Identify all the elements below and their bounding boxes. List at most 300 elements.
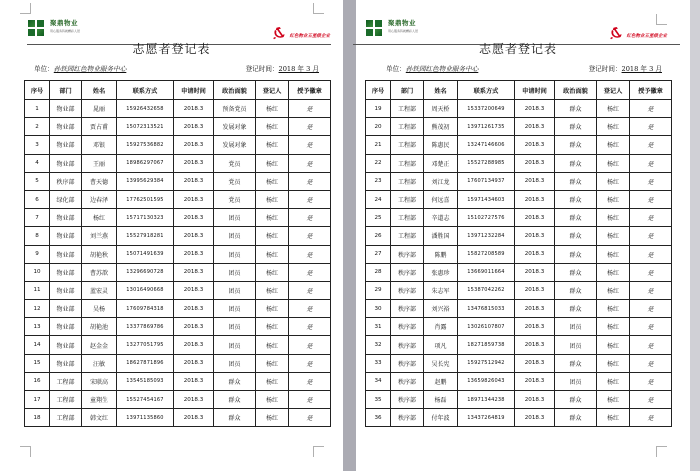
- cell-row-number: 36: [366, 409, 391, 427]
- vertical-scrollbar[interactable]: [690, 0, 700, 471]
- cell-badge-granted: 是: [289, 318, 331, 336]
- cell-registrar: 杨红: [597, 300, 630, 318]
- cell-phone-number: 13659826043: [458, 372, 515, 390]
- cell-row-number: 14: [25, 336, 50, 354]
- table-row: [366, 172, 672, 190]
- cell-phone-number: 17762501595: [117, 190, 174, 208]
- cell-political-status: 群众: [555, 300, 597, 318]
- date-value: 2018 年 3 月: [621, 65, 662, 73]
- table-row: [366, 100, 672, 118]
- cell-registrar: 杨红: [256, 172, 289, 190]
- unit-line: [34, 63, 126, 73]
- cell-department: 物业部: [50, 281, 82, 299]
- column-header-apply-date: 申请时间: [174, 81, 214, 100]
- cell-name: 肖露: [424, 318, 458, 336]
- table-row: [366, 118, 672, 136]
- cell-apply-date: 2018.3: [174, 100, 214, 118]
- date-value: 2018 年 3 月: [278, 65, 319, 73]
- cell-registrar: 杨红: [597, 336, 630, 354]
- cell-apply-date: 2018.3: [515, 318, 555, 336]
- cell-department: 工程部: [391, 190, 424, 208]
- column-header-registrar: 登记人: [256, 81, 289, 100]
- cell-name: 朱志军: [424, 281, 458, 299]
- table-row: [366, 354, 672, 372]
- cell-phone-number: 15927536882: [117, 136, 174, 154]
- cell-department: 物业部: [50, 136, 82, 154]
- column-header-badge-granted: 授予徽章: [630, 81, 672, 100]
- cell-phone-number: 13296690728: [117, 263, 174, 281]
- cell-registrar: 杨红: [256, 354, 289, 372]
- cell-row-number: 34: [366, 372, 391, 390]
- cell-political-status: 群众: [214, 372, 256, 390]
- cell-political-status: 党员: [214, 190, 256, 208]
- cell-badge-granted: 是: [630, 281, 672, 299]
- table-row: [366, 318, 672, 336]
- cell-political-status: 群众: [214, 391, 256, 409]
- cell-row-number: 7: [25, 209, 50, 227]
- cell-row-number: 8: [25, 227, 50, 245]
- cell-badge-granted: 是: [630, 300, 672, 318]
- cell-department: 秩序部: [391, 245, 424, 263]
- cell-phone-number: 15927512942: [458, 354, 515, 372]
- cell-political-status: 预备党员: [214, 100, 256, 118]
- cell-registrar: 杨红: [256, 263, 289, 281]
- logo-name: 聚鼎物业: [388, 19, 416, 27]
- table-header: [25, 81, 331, 100]
- table-row: [366, 227, 672, 245]
- cell-name: 邓银: [82, 136, 117, 154]
- cell-apply-date: 2018.3: [515, 136, 555, 154]
- cell-badge-granted: 是: [289, 263, 331, 281]
- cell-row-number: 33: [366, 354, 391, 372]
- cell-badge-granted: 是: [630, 409, 672, 427]
- page-corner-mark: [313, 446, 324, 457]
- table-row: [25, 154, 331, 172]
- cell-row-number: 27: [366, 245, 391, 263]
- cell-apply-date: 2018.3: [515, 300, 555, 318]
- cell-badge-granted: 是: [289, 227, 331, 245]
- cell-political-status: 群众: [555, 154, 597, 172]
- cell-badge-granted: 是: [630, 136, 672, 154]
- cell-registrar: 杨红: [256, 136, 289, 154]
- cell-department: 秩序部: [391, 300, 424, 318]
- cell-name: 韩文红: [82, 409, 117, 427]
- table-row: [25, 354, 331, 372]
- cell-political-status: 团员: [555, 318, 597, 336]
- cell-apply-date: 2018.3: [515, 281, 555, 299]
- cell-phone-number: 13026107807: [458, 318, 515, 336]
- cell-badge-granted: 是: [630, 263, 672, 281]
- table-row: [366, 409, 672, 427]
- cell-registrar: 杨红: [597, 281, 630, 299]
- company-logo: [366, 20, 418, 36]
- cell-row-number: 6: [25, 190, 50, 208]
- unit-line: [386, 63, 478, 73]
- hammer-sickle-icon: [272, 26, 287, 40]
- cell-row-number: 24: [366, 190, 391, 208]
- cell-political-status: 团员: [555, 372, 597, 390]
- cell-political-status: 群众: [555, 409, 597, 427]
- cell-row-number: 21: [366, 136, 391, 154]
- cell-political-status: 群众: [555, 172, 597, 190]
- cell-department: 秩序部: [391, 372, 424, 390]
- cell-name: 蓝宏灵: [82, 281, 117, 299]
- cell-political-status: 群众: [555, 227, 597, 245]
- cell-row-number: 19: [366, 100, 391, 118]
- table-row: [25, 136, 331, 154]
- cell-row-number: 26: [366, 227, 391, 245]
- cell-department: 物业部: [50, 245, 82, 263]
- cell-phone-number: 15971434603: [458, 190, 515, 208]
- table-row: [25, 281, 331, 299]
- cell-political-status: 群众: [555, 190, 597, 208]
- cell-phone-number: 13669011664: [458, 263, 515, 281]
- cell-row-number: 23: [366, 172, 391, 190]
- cell-department: 秩序部: [391, 354, 424, 372]
- cell-name: 张惠珍: [424, 263, 458, 281]
- unit-label: 单位：: [386, 65, 406, 73]
- cell-badge-granted: 是: [630, 391, 672, 409]
- cell-political-status: 群众: [555, 281, 597, 299]
- cell-apply-date: 2018.3: [174, 245, 214, 263]
- cell-name: 胡艳秋: [82, 245, 117, 263]
- cell-phone-number: 13476815033: [458, 300, 515, 318]
- cell-phone-number: 18627871896: [117, 354, 174, 372]
- cell-badge-granted: 是: [289, 136, 331, 154]
- cell-political-status: 团员: [214, 336, 256, 354]
- cell-badge-granted: 是: [630, 354, 672, 372]
- cell-name: 汪敏: [82, 354, 117, 372]
- cell-name: 宋联高: [82, 372, 117, 390]
- column-header-name: 姓名: [424, 81, 458, 100]
- cell-apply-date: 2018.3: [515, 391, 555, 409]
- cell-phone-number: 15387042262: [458, 281, 515, 299]
- cell-registrar: 杨红: [597, 100, 630, 118]
- cell-department: 工程部: [391, 154, 424, 172]
- cell-row-number: 20: [366, 118, 391, 136]
- table-row: [25, 318, 331, 336]
- cell-apply-date: 2018.3: [174, 318, 214, 336]
- cell-department: 物业部: [50, 300, 82, 318]
- cell-registrar: 杨红: [597, 118, 630, 136]
- cell-apply-date: 2018.3: [174, 300, 214, 318]
- logo-mark-icon: [28, 20, 44, 36]
- cell-department: 工程部: [50, 409, 82, 427]
- cell-name: 吴长宪: [424, 354, 458, 372]
- cell-department: 工程部: [391, 209, 424, 227]
- date-line: [589, 63, 662, 73]
- cell-row-number: 17: [25, 391, 50, 409]
- cell-phone-number: 13437264819: [458, 409, 515, 427]
- table-row: [366, 136, 672, 154]
- column-header-name: 姓名: [82, 81, 117, 100]
- cell-name: 熊茂初: [424, 118, 458, 136]
- cell-department: 秩序部: [391, 263, 424, 281]
- unit-value: 孙铁园红色物业服务中心: [405, 65, 479, 73]
- page-corner-mark: [656, 446, 667, 457]
- table-row: [25, 336, 331, 354]
- logo-name: 聚鼎物业: [50, 19, 78, 27]
- cell-apply-date: 2018.3: [174, 209, 214, 227]
- cell-phone-number: 13971232284: [458, 227, 515, 245]
- cell-phone-number: 15337200649: [458, 100, 515, 118]
- cell-badge-granted: 是: [289, 172, 331, 190]
- cell-badge-granted: 是: [630, 209, 672, 227]
- cell-badge-granted: 是: [289, 372, 331, 390]
- cell-row-number: 12: [25, 300, 50, 318]
- cell-badge-granted: 是: [289, 336, 331, 354]
- cell-department: 工程部: [391, 136, 424, 154]
- cell-name: 刘兴裕: [424, 300, 458, 318]
- cell-department: 物业部: [50, 227, 82, 245]
- cell-political-status: 团员: [214, 263, 256, 281]
- cell-badge-granted: 是: [630, 318, 672, 336]
- cell-political-status: 党员: [214, 172, 256, 190]
- cell-apply-date: 2018.3: [174, 409, 214, 427]
- table-row: [25, 409, 331, 427]
- cell-registrar: 杨红: [597, 172, 630, 190]
- cell-row-number: 32: [366, 336, 391, 354]
- cell-badge-granted: 是: [630, 190, 672, 208]
- cell-phone-number: 13016490668: [117, 281, 174, 299]
- cell-department: 物业部: [50, 354, 82, 372]
- cell-name: 赵鹏: [424, 372, 458, 390]
- unit-value: 孙铁园红色物业服务中心: [53, 65, 127, 73]
- logo-slogan: 用心服务铸就精彩人居: [50, 28, 81, 33]
- cell-department: 物业部: [50, 336, 82, 354]
- cell-registrar: 杨红: [256, 118, 289, 136]
- cell-name: 邓楚正: [424, 154, 458, 172]
- date-label: 登记时间：: [245, 65, 279, 73]
- cell-badge-granted: 是: [630, 245, 672, 263]
- cell-name: 刘兰燕: [82, 227, 117, 245]
- cell-phone-number: 15527918281: [117, 227, 174, 245]
- column-header-political-status: 政治面貌: [214, 81, 256, 100]
- cell-registrar: 杨红: [597, 209, 630, 227]
- cell-row-number: 5: [25, 172, 50, 190]
- cell-political-status: 团员: [214, 209, 256, 227]
- cell-phone-number: 13995629384: [117, 172, 174, 190]
- table-row: [25, 190, 331, 208]
- cell-name: 吴杨: [82, 300, 117, 318]
- cell-phone-number: 13277051795: [117, 336, 174, 354]
- cell-row-number: 3: [25, 136, 50, 154]
- cell-apply-date: 2018.3: [515, 336, 555, 354]
- table-header: [366, 81, 672, 100]
- table-row: [25, 118, 331, 136]
- cell-badge-granted: 是: [630, 172, 672, 190]
- table-row: [366, 263, 672, 281]
- cell-phone-number: 15527454167: [117, 391, 174, 409]
- cell-political-status: 群众: [555, 391, 597, 409]
- cell-badge-granted: 是: [289, 190, 331, 208]
- table-row: [25, 227, 331, 245]
- cell-apply-date: 2018.3: [174, 391, 214, 409]
- cell-department: 工程部: [50, 391, 82, 409]
- cell-name: 胡艳池: [82, 318, 117, 336]
- cell-political-status: 团员: [214, 318, 256, 336]
- volunteer-table: [365, 80, 672, 427]
- cell-registrar: 杨红: [597, 263, 630, 281]
- company-logo: [28, 20, 80, 36]
- column-header-phone-number: 联系方式: [117, 81, 174, 100]
- table-row: [25, 209, 331, 227]
- cell-badge-granted: 是: [630, 336, 672, 354]
- cell-badge-granted: 是: [630, 372, 672, 390]
- cell-department: 工程部: [50, 372, 82, 390]
- table-row: [366, 391, 672, 409]
- cell-apply-date: 2018.3: [174, 227, 214, 245]
- cell-registrar: 杨红: [597, 372, 630, 390]
- table-row: [366, 300, 672, 318]
- table-row: [366, 190, 672, 208]
- table-row: [25, 172, 331, 190]
- cell-name: 赵金金: [82, 336, 117, 354]
- party-emblem: [272, 26, 331, 40]
- cell-department: 物业部: [50, 318, 82, 336]
- cell-phone-number: 15102727576: [458, 209, 515, 227]
- cell-registrar: 杨红: [597, 409, 630, 427]
- cell-department: 工程部: [391, 227, 424, 245]
- cell-row-number: 35: [366, 391, 391, 409]
- table-row: [366, 245, 672, 263]
- cell-phone-number: 15527288985: [458, 154, 515, 172]
- document-page-1: [0, 0, 343, 471]
- cell-phone-number: 15071491639: [117, 245, 174, 263]
- cell-badge-granted: 是: [289, 354, 331, 372]
- cell-political-status: 群众: [214, 409, 256, 427]
- cell-row-number: 15: [25, 354, 50, 372]
- cell-row-number: 31: [366, 318, 391, 336]
- cell-row-number: 18: [25, 409, 50, 427]
- cell-apply-date: 2018.3: [174, 190, 214, 208]
- cell-political-status: 发展对象: [214, 136, 256, 154]
- cell-registrar: 杨红: [256, 100, 289, 118]
- logo-mark-icon: [366, 20, 382, 36]
- cell-badge-granted: 是: [289, 118, 331, 136]
- column-header-row-number: 序号: [25, 81, 50, 100]
- table-row: [25, 263, 331, 281]
- table-row: [366, 154, 672, 172]
- cell-apply-date: 2018.3: [174, 154, 214, 172]
- column-header-registrar: 登记人: [597, 81, 630, 100]
- table-row: [25, 300, 331, 318]
- hammer-sickle-icon: [609, 26, 624, 40]
- document-page-2: [356, 0, 690, 471]
- cell-row-number: 25: [366, 209, 391, 227]
- table-row: [25, 372, 331, 390]
- cell-department: 绿化部: [50, 190, 82, 208]
- cell-phone-number: 15827208589: [458, 245, 515, 263]
- cell-badge-granted: 是: [289, 209, 331, 227]
- cell-badge-granted: 是: [289, 391, 331, 409]
- emblem-caption: 红色物业五星级企业: [626, 34, 667, 39]
- table-row: [25, 391, 331, 409]
- column-header-badge-granted: 授予徽章: [289, 81, 331, 100]
- cell-department: 秩序部: [50, 172, 82, 190]
- cell-department: 秩序部: [391, 409, 424, 427]
- cell-apply-date: 2018.3: [174, 263, 214, 281]
- cell-badge-granted: 是: [630, 154, 672, 172]
- cell-department: 物业部: [50, 263, 82, 281]
- cell-department: 物业部: [50, 118, 82, 136]
- cell-row-number: 10: [25, 263, 50, 281]
- cell-name: 曹天德: [82, 172, 117, 190]
- cell-row-number: 28: [366, 263, 391, 281]
- cell-name: 晁丽: [82, 100, 117, 118]
- cell-name: 童翔生: [82, 391, 117, 409]
- cell-row-number: 13: [25, 318, 50, 336]
- cell-badge-granted: 是: [289, 409, 331, 427]
- cell-apply-date: 2018.3: [515, 372, 555, 390]
- cell-department: 秩序部: [391, 391, 424, 409]
- cell-political-status: 群众: [555, 209, 597, 227]
- cell-registrar: 杨红: [256, 227, 289, 245]
- cell-apply-date: 2018.3: [515, 100, 555, 118]
- cell-row-number: 1: [25, 100, 50, 118]
- cell-name: 陈惠民: [424, 136, 458, 154]
- cell-apply-date: 2018.3: [515, 209, 555, 227]
- cell-row-number: 16: [25, 372, 50, 390]
- table-row: [25, 245, 331, 263]
- cell-phone-number: 13545185093: [117, 372, 174, 390]
- column-header-phone-number: 联系方式: [458, 81, 515, 100]
- cell-political-status: 发展对象: [214, 118, 256, 136]
- cell-department: 工程部: [391, 118, 424, 136]
- cell-badge-granted: 是: [289, 281, 331, 299]
- cell-department: 秩序部: [391, 281, 424, 299]
- cell-registrar: 杨红: [256, 245, 289, 263]
- table-row: [366, 336, 672, 354]
- cell-badge-granted: 是: [289, 300, 331, 318]
- cell-political-status: 群众: [555, 245, 597, 263]
- cell-registrar: 杨红: [256, 281, 289, 299]
- cell-name: 潘胜国: [424, 227, 458, 245]
- cell-political-status: 团员: [214, 245, 256, 263]
- cell-phone-number: 15926432658: [117, 100, 174, 118]
- cell-phone-number: 13971135860: [117, 409, 174, 427]
- column-header-row-number: 序号: [366, 81, 391, 100]
- cell-phone-number: 18271859738: [458, 336, 515, 354]
- date-label: 登记时间：: [588, 65, 622, 73]
- cell-name: 何远喜: [424, 190, 458, 208]
- cell-row-number: 11: [25, 281, 50, 299]
- cell-name: 刘江龙: [424, 172, 458, 190]
- cell-apply-date: 2018.3: [515, 354, 555, 372]
- cell-phone-number: 18986297067: [117, 154, 174, 172]
- document-title: 志愿者登记表: [132, 42, 211, 56]
- cell-registrar: 杨红: [597, 190, 630, 208]
- cell-phone-number: 15717130323: [117, 209, 174, 227]
- page-corner-mark: [20, 3, 31, 14]
- cell-registrar: 杨红: [597, 227, 630, 245]
- cell-department: 工程部: [391, 100, 424, 118]
- cell-registrar: 杨红: [597, 245, 630, 263]
- cell-department: 物业部: [50, 154, 82, 172]
- table-row: [366, 209, 672, 227]
- cell-name: 付年波: [424, 409, 458, 427]
- cell-phone-number: 17609784318: [117, 300, 174, 318]
- cell-phone-number: 17607134937: [458, 172, 515, 190]
- cell-registrar: 杨红: [256, 154, 289, 172]
- cell-apply-date: 2018.3: [174, 118, 214, 136]
- cell-political-status: 团员: [214, 227, 256, 245]
- cell-apply-date: 2018.3: [515, 172, 555, 190]
- cell-political-status: 团员: [214, 281, 256, 299]
- cell-name: 边春泽: [82, 190, 117, 208]
- cell-registrar: 杨红: [597, 318, 630, 336]
- table-row: [25, 100, 331, 118]
